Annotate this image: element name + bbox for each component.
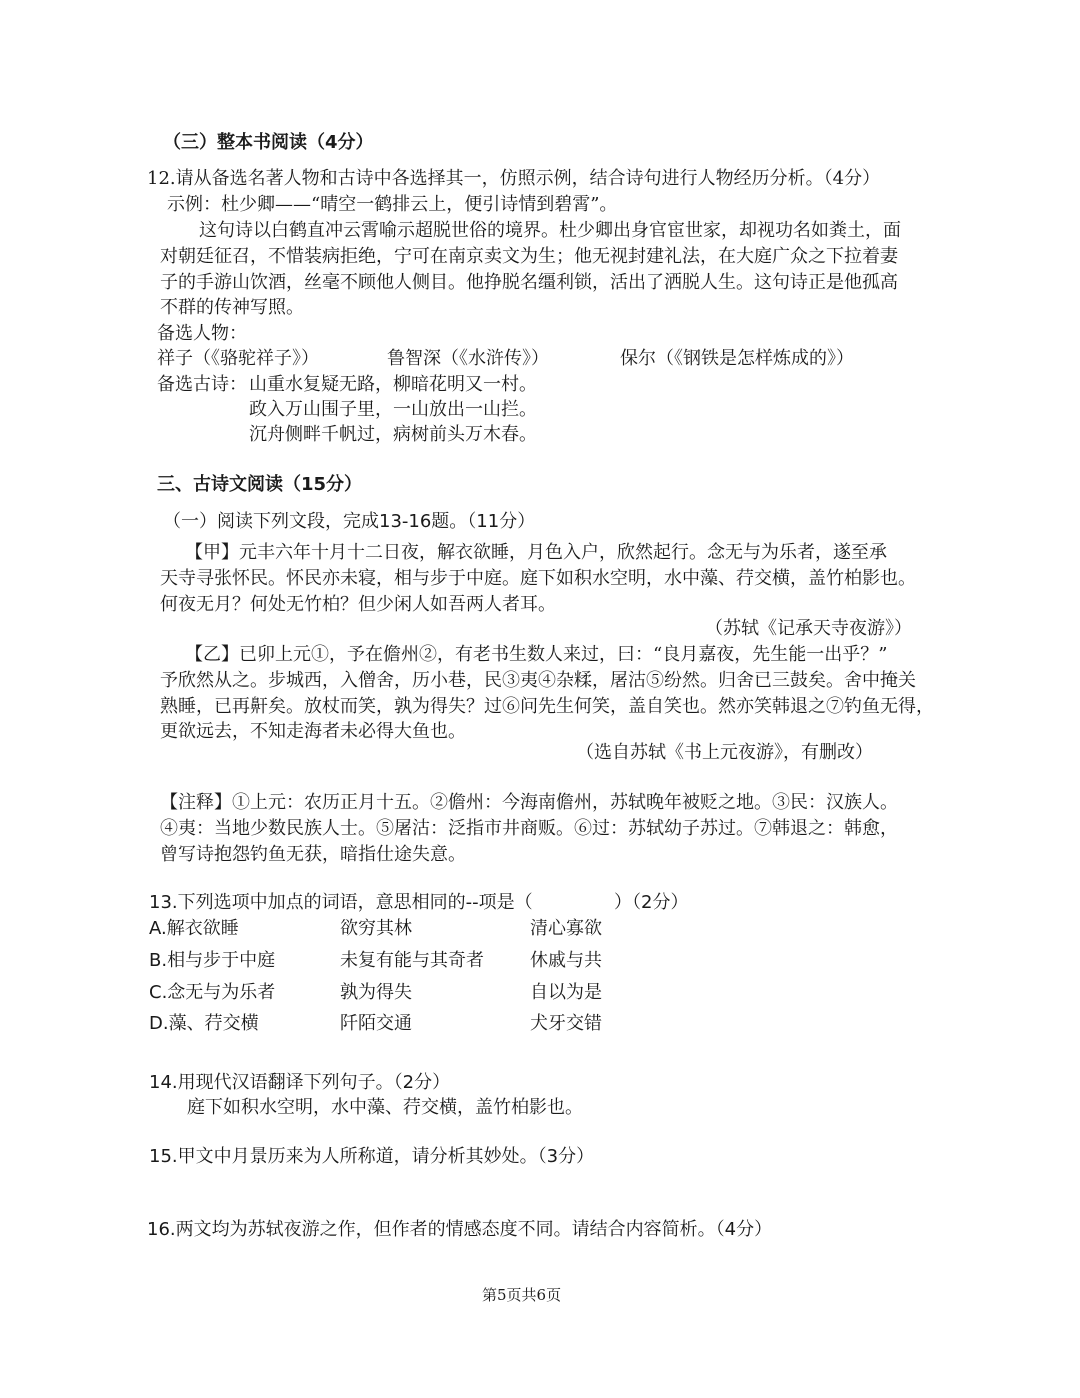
passage-jia-line: 天寺寻张怀民。怀民亦未寝，相与步于中庭。庭下如积水空明，水中藻、荇交横，盖竹柏影也。	[160, 568, 916, 589]
q12-character-option: 祥子（《骆驼祥子》）	[157, 348, 319, 369]
q13-option-d: D.藻、荇交横	[149, 1013, 259, 1034]
q13-option-c: C.念无与为乐者	[149, 982, 276, 1003]
part-heading-classical: 三、古诗文阅读（15分）	[157, 474, 363, 495]
q12-poem-option: 沉舟侧畔千帆过，病树前头万木春。	[249, 424, 537, 445]
question-13-score: ）（2分）	[614, 892, 689, 913]
q12-poems-label: 备选古诗：	[157, 374, 247, 395]
q12-example-line: 不群的传神写照。	[160, 297, 304, 318]
passage-yi-line: 熟睡，已再鼾矣。放杖而笑，孰为得失？过⑥问先生何笑，盖自笑也。然亦笑韩退之⑦钓鱼无得，	[160, 696, 934, 717]
q12-characters-label: 备选人物：	[157, 323, 247, 344]
passage-sub-heading: （一）阅读下列文段，完成13-16题。（11分）	[163, 511, 536, 532]
annotation-line: 【注释】①上元：农历正月十五。②儋州：今海南儋州，苏轼晚年被贬之地。③民：汉族人。	[160, 792, 898, 813]
q12-example-label: 示例：杜少卿——“晴空一鹤排云上，便引诗情到碧霄”。	[167, 194, 618, 215]
question-12-prompt: 12.请从备选名著人物和古诗中各选择其一，仿照示例，结合诗句进行人物经历分析。（4分）	[147, 168, 881, 189]
passage-yi-line: 更欲远去，不知走海者未必得大鱼也。	[160, 721, 466, 742]
q12-poem-option: 政入万山围子里，一山放出一山拦。	[249, 399, 537, 420]
passage-jia-line: 【甲】元丰六年十月十二日夜，解衣欲睡，月色入户，欣然起行。念无与为乐者，遂至承	[185, 542, 887, 563]
annotation-line: 曾写诗抱怨钓鱼无获，暗指仕途失意。	[160, 844, 466, 865]
q12-poem-option: 山重水复疑无路，柳暗花明又一村。	[249, 374, 537, 395]
q13-option-a-b: 欲穷其林	[340, 918, 412, 939]
q13-option-d-b: 阡陌交通	[340, 1013, 412, 1034]
q12-example-line: 子的手游山饮酒，丝毫不顾他人侧目。他挣脱名缰利锁，活出了洒脱人生。这句诗正是他孤高	[160, 272, 898, 293]
passage-jia-source: （苏轼《记承天寺夜游》）	[705, 618, 912, 639]
question-13-prompt: 13.下列选项中加点的词语，意思相同的--项是（	[149, 892, 533, 913]
q12-example-line: 这句诗以白鹤直冲云霄喻示超脱世俗的境界。杜少卿出身官宦世家，却视功名如粪土，面	[199, 220, 901, 241]
q13-option-b-b: 未复有能与其奇者	[340, 950, 484, 971]
question-15-prompt: 15.甲文中月景历来为人所称道，请分析其妙处。（3分）	[149, 1146, 595, 1167]
question-14-sentence: 庭下如积水空明，水中藻、荇交横，盖竹柏影也。	[187, 1097, 583, 1118]
q12-character-option: 保尔（《钢铁是怎样炼成的》）	[620, 348, 854, 369]
page-number: 第5页共6页	[482, 1286, 562, 1304]
passage-yi-line: 予欣然从之。步城西，入僧舍，历小巷，民③夷④杂糅，屠沽⑤纷然。归舍已三鼓矣。舍中掩关	[160, 670, 916, 691]
q13-option-b: B.相与步于中庭	[149, 950, 276, 971]
annotation-line: ④夷：当地少数民族人士。⑤屠沽：泛指市井商贩。⑥过：苏轼幼子苏过。⑦韩退之：韩愈，	[160, 818, 898, 839]
q13-option-c-c: 自以为是	[530, 982, 602, 1003]
q12-character-option: 鲁智深（《水浒传》）	[387, 348, 549, 369]
q13-option-a: A.解衣欲睡	[149, 918, 239, 939]
section-heading-whole-book: （三）整本书阅读（4分）	[163, 132, 374, 153]
q13-option-c-b: 孰为得失	[340, 982, 412, 1003]
question-14-prompt: 14.用现代汉语翻译下列句子。（2分）	[149, 1072, 451, 1093]
passage-yi-line: 【乙】已卯上元①，予在儋州②，有老书生数人来过，曰：“良月嘉夜，先生能一出乎？”	[185, 644, 888, 665]
passage-yi-source: （选自苏轼《书上元夜游》，有删改）	[576, 742, 873, 763]
q13-option-b-c: 休戚与共	[530, 950, 602, 971]
passage-jia-line: 何夜无月？何处无竹柏？但少闲人如吾两人者耳。	[160, 594, 556, 615]
q13-option-a-c: 清心寡欲	[530, 918, 602, 939]
q13-option-d-c: 犬牙交错	[530, 1013, 602, 1034]
question-16-prompt: 16.两文均为苏轼夜游之作，但作者的情感态度不同。请结合内容简析。（4分）	[147, 1219, 773, 1240]
q12-example-line: 对朝廷征召，不惜装病拒绝，宁可在南京卖文为生；他无视封建礼法，在大庭广众之下拉着妻	[160, 246, 898, 267]
